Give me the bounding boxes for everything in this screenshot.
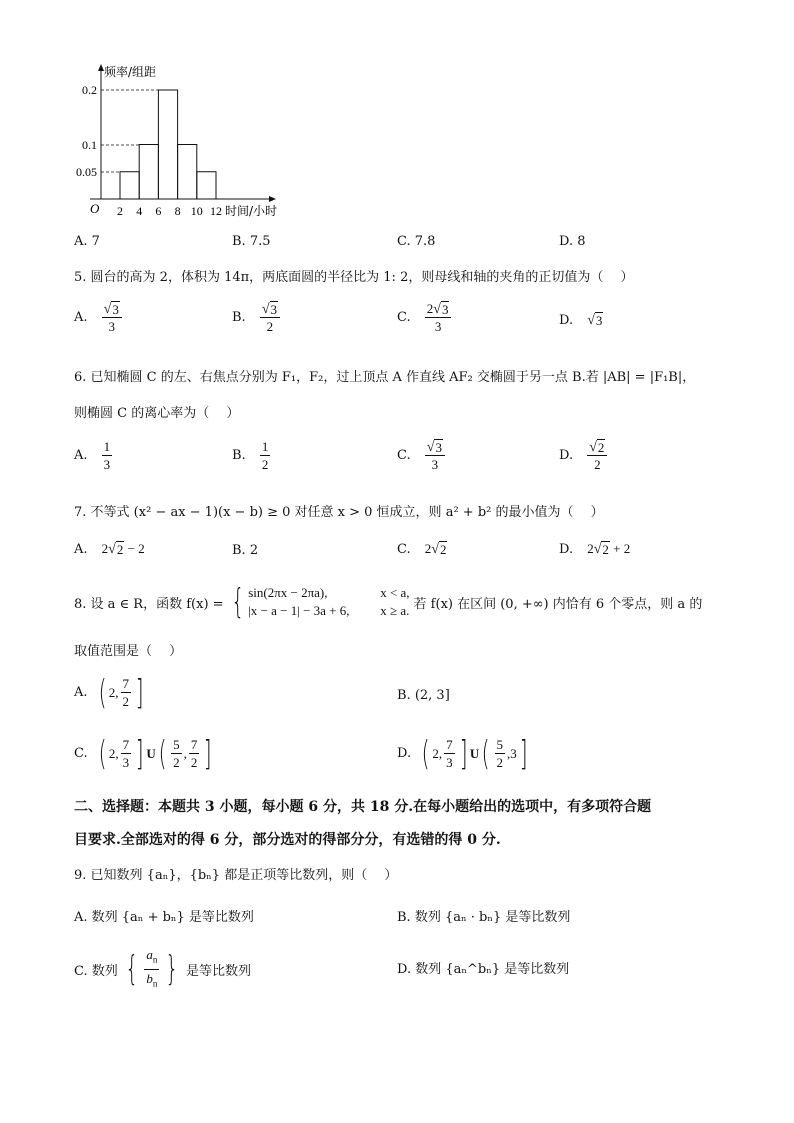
q8-option-d[interactable] — [397, 733, 530, 774]
xtick-12: 12 — [210, 204, 222, 218]
xtick-6: 6 — [155, 204, 162, 218]
q4-option-c[interactable]: C. 7.8 — [397, 234, 436, 249]
q8-brace: { — [230, 582, 244, 622]
xtick-10: 10 — [190, 204, 203, 218]
q6-b-value: $\frac{1}{2}$ — [261, 439, 269, 472]
section2-heading-line2: 目要求.全部选对的得 6 分，部分选对的得部分分，有选错的得 0 分. — [74, 832, 501, 848]
q5-c-value: 2 √ 3 3 — [425, 300, 452, 335]
q5-option-d[interactable] — [559, 311, 603, 328]
q7-a-label: A. — [74, 542, 88, 557]
histogram — [60, 62, 320, 222]
q6-option-d[interactable] — [559, 438, 609, 473]
x-ticks — [117, 204, 222, 218]
ytick-0.05: 0.05 — [76, 165, 97, 179]
ytick-0.2: 0.2 — [82, 83, 97, 97]
q7-option-a[interactable] — [74, 540, 145, 557]
q7-option-d[interactable] — [559, 540, 630, 557]
q5-d-label: D. — [559, 313, 574, 328]
q9-option-d[interactable]: D. 数列 {aₙ^bₙ} 是等比数列 — [397, 962, 570, 977]
q9-option-a[interactable]: A. 数列 {aₙ + bₙ} 是等比数列 — [74, 910, 254, 925]
q6-option-c[interactable] — [397, 438, 447, 473]
q8-cases — [248, 584, 409, 620]
q5-stem: 5. 圆台的高为 2，体积为 14π，两底面圆的半径比为 1: 2，则母线和轴的夹角的正切值为（ ） — [74, 270, 634, 285]
bar-2-4 — [120, 172, 139, 199]
q6-b-label: B. — [232, 448, 246, 463]
q6-a-label: A. — [74, 448, 88, 463]
q7-d-value: 2 √ 2 + 2 — [587, 541, 631, 557]
q5-b-label: B. — [232, 310, 246, 325]
q8-stem-post: 若 f(x) 在区间 (0, +∞) 内恰有 6 个零点，则 a 的 — [413, 596, 703, 612]
q6-c-label: C. — [397, 448, 411, 463]
q5-option-c[interactable] — [397, 300, 453, 335]
bar-6-8 — [158, 90, 177, 199]
q6-d-value: √ 2 2 — [587, 438, 607, 473]
q8-option-c[interactable] — [74, 733, 215, 774]
q7-option-b[interactable]: B. 2 — [232, 543, 259, 558]
q9-c-value: { $\frac{a_n}{b_n}$ } — [125, 947, 179, 990]
q9-option-c[interactable] — [74, 946, 251, 992]
q6-d-label: D. — [559, 448, 574, 463]
q5-a-value: √ 3 3 — [102, 300, 122, 335]
section2-heading-line1: 二、选择题：本题共 3 小题，每小题 6 分，共 18 分.在每小题给出的选项中，有多项符合题 — [74, 799, 652, 815]
q7-a-value: 2 √ 2 − 2 — [101, 541, 145, 557]
ytick-0.1: 0.1 — [82, 138, 97, 152]
q9-c-pre: C. 数列 — [74, 963, 118, 979]
q4-option-d[interactable]: D. 8 — [559, 234, 586, 249]
q8-c-value: ( 2, $\frac{7}{3}$ ] U ( $\frac{5}{2}$ , $\frac{7}{2}$ ] — [98, 733, 212, 774]
q8-a-value: ( 2, $\frac{7}{2}$ ] — [98, 672, 144, 713]
q9-option-b[interactable]: B. 数列 {aₙ · bₙ} 是等比数列 — [397, 910, 571, 925]
xtick-8: 8 — [174, 204, 181, 218]
q4-option-b[interactable]: B. 7.5 — [232, 234, 271, 249]
q5-option-a[interactable] — [74, 300, 124, 335]
x-axis-label: 时间/小时 — [225, 204, 278, 218]
x-axis-arrow — [269, 196, 276, 202]
q5-d-value: √ 3 — [587, 313, 603, 328]
xtick-4: 4 — [136, 204, 143, 218]
q5-c-label: C. — [397, 310, 411, 325]
q5-option-b[interactable] — [232, 300, 282, 335]
q8-d-label: D. — [397, 746, 412, 761]
bar-4-6 — [139, 145, 158, 200]
q8-c-label: C. — [74, 746, 88, 761]
q6-a-value: $\frac{1}{3}$ — [103, 439, 111, 472]
q8-option-a[interactable] — [74, 672, 146, 713]
q5-b-value: √ 3 2 — [260, 300, 280, 335]
q6-stem-line2: 则椭圆 C 的离心率为（ ） — [74, 406, 240, 421]
q9-c-post: 是等比数列 — [186, 963, 252, 979]
q8-case2-cond: x ≥ a. — [380, 603, 410, 618]
q9-stem: 9. 已知数列 {aₙ}，{bₙ} 都是正项等比数列，则（ ） — [74, 868, 398, 883]
q6-stem-line1: 6. 已知椭圆 C 的左、右焦点分别为 F₁，F₂，过上顶点 A 作直线 AF₂ 交椭圆于另一点 B.若 |AB| = |F₁B|， — [74, 370, 696, 385]
q6-option-a[interactable] — [74, 438, 114, 473]
q8-case1-expr: sin(2πx − 2πa), — [248, 585, 328, 600]
q8-case-2 — [248, 602, 409, 620]
q5-a-label: A. — [74, 310, 88, 325]
q6-c-value: √ 3 3 — [425, 438, 445, 473]
q8-case-1 — [248, 584, 409, 602]
xtick-2: 2 — [117, 204, 123, 218]
bar-8-10 — [178, 145, 197, 200]
q7-d-label: D. — [559, 542, 574, 557]
q8-option-b[interactable]: B. (2, 3] — [397, 688, 450, 703]
q8-stem-line2: 取值范围是（ ） — [74, 644, 183, 659]
q8-case1-cond: x < a, — [380, 585, 410, 600]
q7-c-value: 2 √ 2 — [424, 541, 447, 557]
bars — [120, 90, 216, 199]
q7-option-c[interactable] — [397, 540, 447, 557]
q8-a-label: A. — [74, 685, 88, 700]
q8-stem-pre: 8. 设 a ∈ R，函数 f(x) = — [74, 596, 224, 612]
q8-d-value: ( 2, $\frac{7}{3}$ ] U ( $\frac{5}{2}$ ,3 ] — [421, 733, 528, 774]
bar-10-12 — [197, 172, 216, 199]
q6-option-b[interactable] — [232, 438, 272, 473]
q7-c-label: C. — [397, 542, 411, 557]
q8-stem — [74, 584, 702, 620]
y-axis-label: 频率/组距 — [104, 65, 157, 79]
q7-stem: 7. 不等式 (x² − ax − 1)(x − b) ≥ 0 对任意 x > 0 恒成立，则 a² + b² 的最小值为（ ） — [74, 505, 604, 520]
q8-case2-expr: |x − a − 1| − 3a + 6, — [248, 603, 350, 618]
origin-label: O — [90, 201, 100, 216]
q4-option-a[interactable]: A. 7 — [74, 234, 100, 249]
